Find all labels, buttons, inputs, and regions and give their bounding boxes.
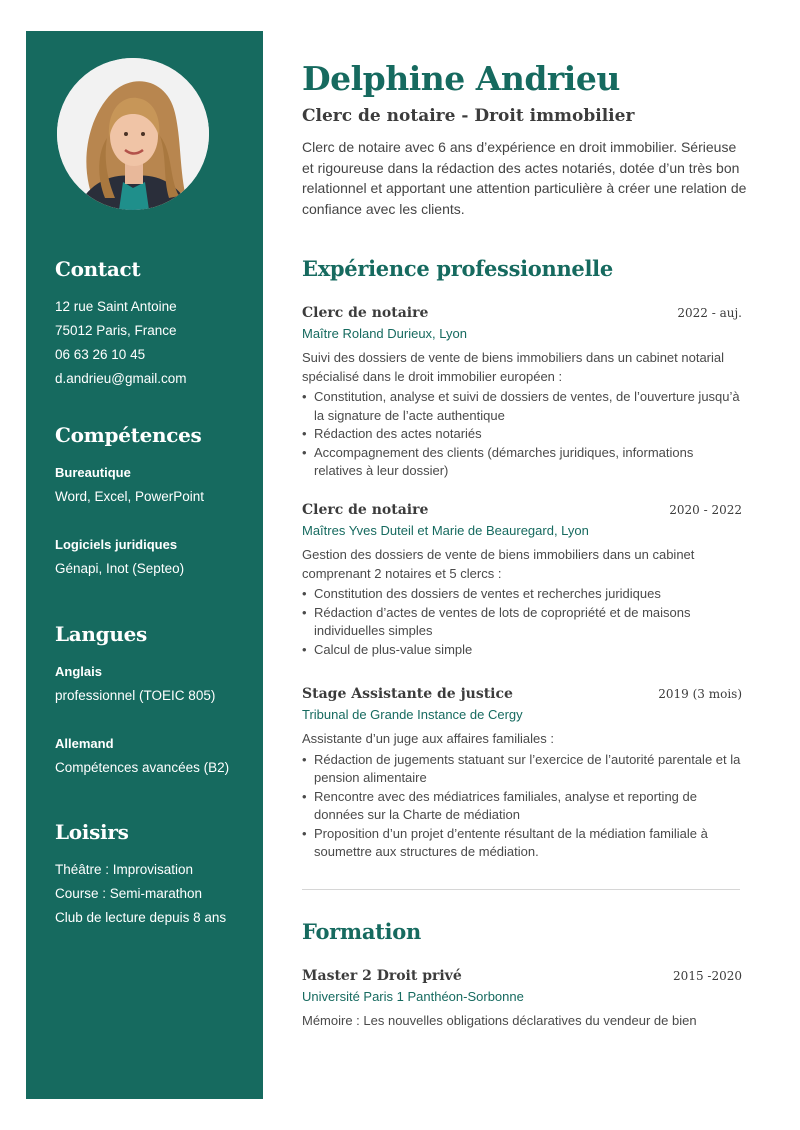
language-level: professionnel (TOEIC 805) — [55, 688, 216, 703]
job-title: Stage Assistante de justice — [302, 686, 513, 702]
job-task: • Rédaction des actes notariés — [302, 425, 742, 444]
candidate-role: Clerc de notaire - Droit immobilier — [302, 106, 635, 126]
job-company: Tribunal de Grande Instance de Cergy — [302, 707, 523, 722]
contact-title: Contact — [55, 257, 141, 281]
job-task: • Constitution des dossiers de ventes et recherches juridiques — [302, 585, 742, 604]
job-title: Clerc de notaire — [302, 305, 429, 321]
profile-photo — [57, 58, 209, 210]
skill-label: Bureautique — [55, 465, 131, 480]
profile-summary: Clerc de notaire avec 6 ans d’expérience en droit immobilier. Sérieuse et rigoureuse dans la rédaction des actes notariés, dotée d’un très bon relationnel et apportant une attention particulière à créer une relation de confiance avec les clients. — [302, 139, 747, 217]
experience-item — [302, 499, 742, 659]
job-task-list — [302, 751, 742, 862]
section-divider — [302, 889, 740, 890]
degree-title: Master 2 Droit privé — [302, 968, 462, 984]
experience-title: Expérience professionnelle — [302, 256, 613, 281]
contact-phone: 06 63 26 10 45 — [55, 347, 146, 362]
contact-address-line2: 75012 Paris, France — [55, 323, 177, 338]
header — [302, 56, 747, 219]
degree-description: Mémoire : Les nouvelles obligations déclaratives du vendeur de bien — [302, 1013, 697, 1028]
job-description: Assistante d’un juge aux affaires familiales : — [302, 731, 554, 746]
job-task: • Constitution, analyse et suivi de dossiers de ventes, de l’ouverture jusqu’à la signature de l’acte authentique — [302, 388, 742, 425]
hobbies-title: Loisirs — [55, 820, 129, 844]
job-title: Clerc de notaire — [302, 502, 429, 518]
skill-value: Word, Excel, PowerPoint — [55, 489, 205, 504]
job-description: Gestion des dossiers de vente de biens immobiliers dans un cabinet comprenant 2 notaires et 5 clercs : — [302, 547, 695, 581]
skill-label: Logiciels juridiques — [55, 537, 178, 552]
job-date: 2020 - 2022 — [669, 503, 742, 517]
hobbies-section — [55, 820, 260, 930]
job-company: Maîtres Yves Duteil et Marie de Beauregard, Lyon — [302, 523, 589, 538]
language-level: Compétences avancées (B2) — [55, 760, 230, 775]
school-name: Université Paris 1 Panthéon-Sorbonne — [302, 989, 524, 1004]
job-description: Suivi des dossiers de vente de biens immobiliers dans un cabinet notarial spécialisé dans le droit immobilier européen : — [302, 350, 725, 384]
language-label: Allemand — [55, 736, 114, 751]
job-task: • Accompagnement des clients (démarches juridiques, informations relatives à leur dossier) — [302, 444, 742, 481]
job-task-list — [302, 388, 742, 481]
job-date: 2022 - auj. — [677, 306, 742, 320]
skill-value: Génapi, Inot (Septeo) — [55, 561, 185, 576]
languages-section — [55, 622, 260, 780]
job-company: Maître Roland Durieux, Lyon — [302, 326, 467, 341]
job-task: • Calcul de plus-value simple — [302, 641, 742, 660]
hobby-item: Course : Semi-marathon — [55, 886, 203, 901]
job-task: • Rédaction d’actes de ventes de lots de copropriété et de maisons individuelles simples — [302, 604, 742, 641]
job-task: • Proposition d’un projet d’entente résultant de la médiation familiale à soumettre aux structures de médiation. — [302, 825, 742, 862]
job-task: • Rédaction de jugements statuant sur l’exercice de l’autorité parentale et la pension alimentaire — [302, 751, 742, 788]
education-item — [302, 965, 742, 1031]
contact-email: d.andrieu@gmail.com — [55, 371, 187, 386]
degree-date: 2015 -2020 — [673, 969, 742, 983]
languages-title: Langues — [55, 622, 147, 646]
contact-address-line1: 12 rue Saint Antoine — [55, 299, 177, 314]
job-date: 2019 (3 mois) — [658, 687, 742, 701]
experience-item — [302, 302, 742, 481]
contact-section — [55, 257, 260, 391]
job-task-list — [302, 585, 742, 659]
education-title: Formation — [302, 919, 421, 944]
language-label: Anglais — [55, 664, 102, 679]
experience-item — [302, 683, 742, 862]
skills-section — [55, 423, 260, 581]
sidebar — [26, 31, 263, 1099]
hobby-item: Théâtre : Improvisation — [55, 862, 194, 877]
skills-title: Compétences — [55, 423, 202, 447]
job-task: • Rencontre avec des médiatrices familiales, analyse et reporting de données sur la Charte de médiation — [302, 788, 742, 825]
candidate-name: Delphine Andrieu — [302, 59, 620, 98]
hobby-item: Club de lecture depuis 8 ans — [55, 910, 227, 925]
